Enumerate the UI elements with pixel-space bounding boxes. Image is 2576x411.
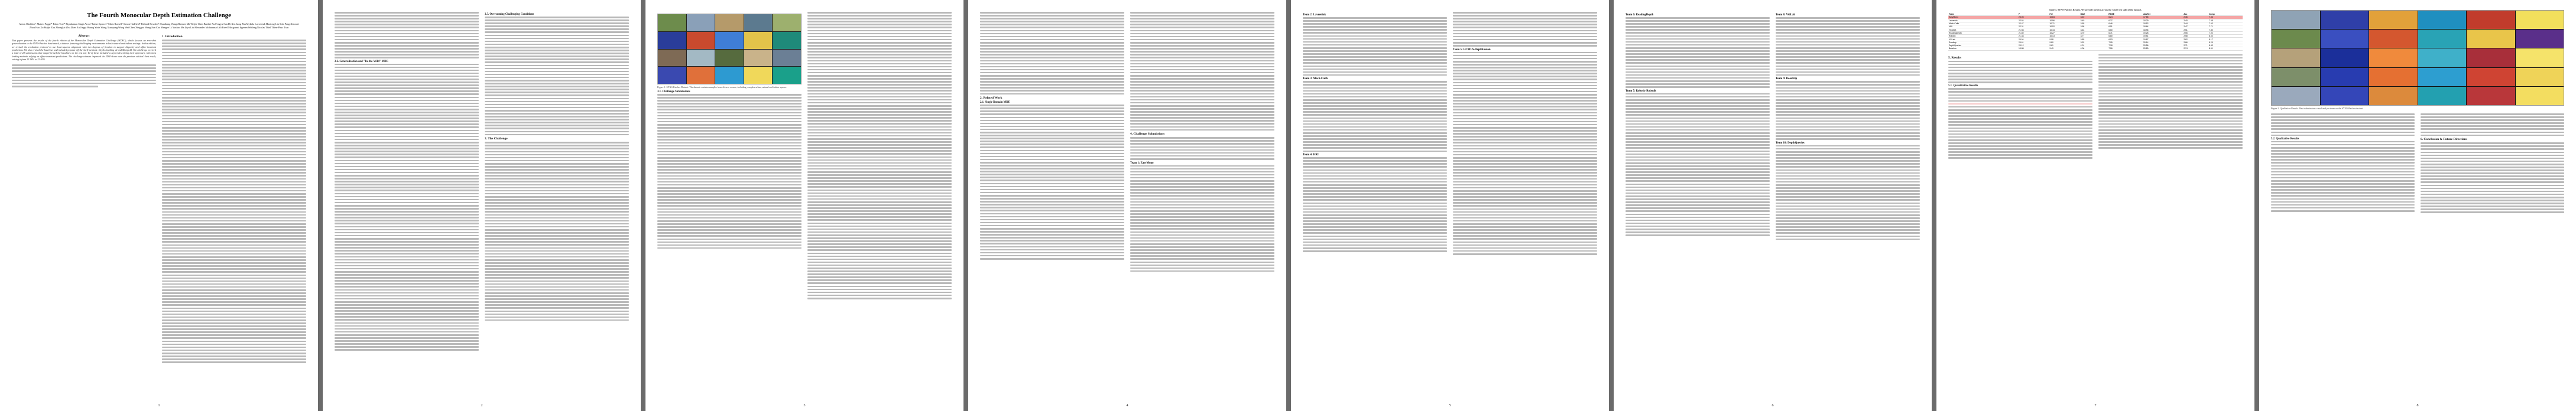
table-cell: 10.13 xyxy=(2049,35,2079,38)
subheading: 2.1. Single Domain MDE xyxy=(980,101,1010,105)
table-cell: ReadingDepth xyxy=(1948,31,2018,34)
abstract-heading: Abstract xyxy=(78,34,90,38)
table-cell: 9.49 xyxy=(2049,47,2079,50)
table-cell: 7.05 xyxy=(2108,41,2143,44)
table-header-cell: RMSE xyxy=(2108,13,2143,16)
table-cell: 3.40 xyxy=(2080,16,2108,19)
table-cell: 10.27 xyxy=(2049,31,2079,34)
table-cell: 4.06 xyxy=(2080,47,2108,50)
table-cell: 6.80 xyxy=(2108,35,2143,38)
table-header-cell: F xyxy=(2018,13,2049,16)
page-1 xyxy=(0,0,318,411)
table-cell: 19.28 xyxy=(2143,31,2183,34)
text-block xyxy=(162,40,306,363)
team-heading: Team 7: Robotic-Robotik xyxy=(1626,89,1656,93)
page-3 xyxy=(645,0,963,411)
table-cell: 3.85 xyxy=(2080,38,2108,41)
table-cell: 10.44 xyxy=(2049,28,2079,31)
table-cell: 22.84 xyxy=(2018,19,2049,22)
table-cell: 3.64 xyxy=(2080,28,2108,31)
team-heading: Team 3: Mach-Calib xyxy=(1303,77,1328,81)
table-cell: 2.71 xyxy=(2183,44,2208,47)
table-cell: 6.93 xyxy=(2108,38,2143,41)
subheading: 5.2. Qualitative Results xyxy=(2271,137,2299,141)
figure-caption: Figure 2. Qualitative Results. Best submissions visualized per team on the SYNS-Patches test set. xyxy=(2271,107,2364,110)
table-cell: 6.60 xyxy=(2108,28,2143,31)
table-cell: 20.14 xyxy=(2143,41,2183,44)
table-cell: 2.74 xyxy=(2183,47,2208,50)
section-heading: 5. Results xyxy=(1948,56,1962,60)
page-5 xyxy=(1291,0,1609,411)
table-cell: 8.51 xyxy=(2208,47,2243,50)
table-cell: 8.17 xyxy=(2208,38,2243,41)
page-number: 2 xyxy=(481,404,483,407)
page-number: 7 xyxy=(2094,404,2097,407)
page-6 xyxy=(1614,0,1932,411)
table-cell: 9.80 xyxy=(2049,41,2079,44)
subheading: 2.2. Generalization and "In-the-Wild" MDE xyxy=(335,60,388,63)
team-heading: Team 2: Lavreniuk xyxy=(1303,14,1326,17)
table-cell: 21.33 xyxy=(2018,35,2049,38)
table-cell: Roadtrip xyxy=(1948,41,2018,44)
table-cell: 20.94 xyxy=(2018,38,2049,41)
table-cell: 2.36 xyxy=(2183,16,2208,19)
table-cell: Mach-Calib xyxy=(1948,22,2018,25)
page-number: 5 xyxy=(1449,404,1451,407)
table-cell: 7.92 xyxy=(2208,31,2243,34)
page-number: 4 xyxy=(1126,404,1128,407)
table-cell: 6.37 xyxy=(2108,19,2143,22)
table-cell: 3.77 xyxy=(2080,35,2108,38)
page-number: 1 xyxy=(158,404,160,407)
table-cell: 3.58 xyxy=(2080,25,2108,28)
table-cell: 19.88 xyxy=(2018,47,2049,50)
table-cell: 2.55 xyxy=(2183,31,2208,34)
results-table xyxy=(1948,13,2243,51)
table-cell: 3.92 xyxy=(2080,41,2108,44)
table-cell: 2.51 xyxy=(2183,28,2208,31)
table-cell: 18.64 xyxy=(2143,25,2183,28)
qualitative-figure xyxy=(2271,10,2564,106)
table-cell: Robotic xyxy=(1948,35,2018,38)
table-body xyxy=(1948,16,2243,50)
table-cell: 20.61 xyxy=(2018,41,2049,44)
table-cell: 6.71 xyxy=(2108,31,2143,34)
table-cell: 19.87 xyxy=(2143,38,2183,41)
table-cell: 6.51 xyxy=(2108,25,2143,28)
table-cell: 4.01 xyxy=(2080,44,2108,47)
table-cell: 17.85 xyxy=(2143,16,2183,19)
section-heading: 2. Related Work xyxy=(980,96,1003,100)
table-cell: 2.66 xyxy=(2183,41,2208,44)
table-cell: 18.29 xyxy=(2143,19,2183,22)
table-cell: 10.84 xyxy=(2049,16,2079,19)
table-row xyxy=(1948,47,2243,50)
table-cell: 9.98 xyxy=(2049,38,2079,41)
page-number: 3 xyxy=(803,404,806,407)
page-7 xyxy=(1936,0,2254,411)
table-cell: 22.31 xyxy=(2018,25,2049,28)
figure-caption: Figure 1. SYNS-Patches Dataset. The dataset contains samples from diverse scenes, including complex urban, natural and indoor spaces. xyxy=(657,86,787,89)
table-cell: 7.80 xyxy=(2208,28,2243,31)
table-cell: 19.51 xyxy=(2143,35,2183,38)
table-cell: 22.47 xyxy=(2018,22,2049,25)
table-cell: 2.40 xyxy=(2183,19,2208,22)
table-cell: 8.29 xyxy=(2208,41,2243,44)
table-header-cell: MAE xyxy=(2080,13,2108,16)
team-heading: Team 5: HCMUS-DepthFusion xyxy=(1453,48,1491,51)
subheading: 3.1. Challenge Submissions xyxy=(657,90,690,93)
page-4 xyxy=(968,0,1286,411)
section-heading: 4. Challenge Submissions xyxy=(1130,132,1165,136)
table-cell: 2.44 xyxy=(2183,22,2208,25)
paper-title: The Fourth Monocular Depth Estimation Challenge xyxy=(87,12,231,19)
table-cell: 7.58 xyxy=(2208,19,2243,22)
table-cell: VGLab xyxy=(1948,38,2018,41)
table-cell: 8.43 xyxy=(2208,44,2243,47)
table-cell: 18.52 xyxy=(2143,22,2183,25)
table-cell: HRI xyxy=(1948,25,2018,28)
team-heading: Team 6: ReadingDepth xyxy=(1626,14,1654,17)
table-cell: 20.56 xyxy=(2143,44,2183,47)
table-cell: DepthQueries xyxy=(1948,44,2018,47)
table-cell: 10.52 xyxy=(2049,25,2079,28)
section-heading: 6. Conclusion & Future Directions xyxy=(2421,138,2468,142)
team-heading: Team 1: EasyMono xyxy=(1130,161,1154,165)
table-cell: 10.71 xyxy=(2049,22,2079,25)
table-cell: HCMUS xyxy=(1948,28,2018,31)
table-header-cell: F-E xyxy=(2049,13,2079,16)
page-8 xyxy=(2259,0,2576,411)
table-cell: EasyMono xyxy=(1948,16,2018,19)
table-cell: 23.05 xyxy=(2018,16,2049,19)
subheading: 5.1. Quantitative Results xyxy=(1948,84,1978,88)
table-cell: 3.55 xyxy=(2080,22,2108,25)
table-cell: 3.70 xyxy=(2080,31,2108,34)
table-cell: 7.26 xyxy=(2108,47,2143,50)
text-block xyxy=(12,64,156,87)
page-2 xyxy=(323,0,641,411)
table-cell: 3.49 xyxy=(2080,19,2108,22)
table-cell: 7.63 xyxy=(2208,22,2243,25)
team-heading: Team 10: DepthQueries xyxy=(1776,141,1805,145)
page-number: 6 xyxy=(1772,404,1774,407)
table-header-cell: Team xyxy=(1948,13,2018,16)
intro-heading: 1. Introduction xyxy=(162,35,183,39)
text-column xyxy=(485,12,629,353)
table-cell: Baseline xyxy=(1948,47,2018,50)
table-cell: 20.80 xyxy=(2143,47,2183,50)
table-cell: 7.71 xyxy=(2208,25,2243,28)
table-cell: 9.61 xyxy=(2049,44,2079,47)
team-heading: Team 4: HRI xyxy=(1303,154,1319,157)
team-heading: Team 9: Roadtrip xyxy=(1776,77,1798,81)
team-heading: Team 8: VGLab xyxy=(1776,14,1796,17)
table-cell: 7.18 xyxy=(2108,44,2143,47)
author-list: Anton Obukhov¹ Matteo Poggi²⁴ Fabio Tosi²⁴ Ripudaman Singh Arora³ Jaime Spencer⁵ Chris Russell⁶ Simon Hadfield⁵ Richard Bowden⁵ Shuaihang Wang Zhenxin Ma Weijie Chen Baobei Xu Fengyu Sun Di Xie Jiang Zhu Mykola Lavreniuk Haotong Lin Sida Peng Xiaowei Zhou Hao Xu Ruijie Zhu Zhongkai Zhu Zhen Xu Jingyi Huang Yixin Wang Xuanyang Wang Wei Chen Xingguo Wang Jian Cao Mengze Li Yunhao Ma Ziyu Lin Alexander Mohammad Ali Fazel Mosgarani Irgenen Weileng Nicolas Thiel Thien-Phuc Tran xyxy=(19,22,299,30)
table-cell: 7.36 xyxy=(2208,16,2243,19)
table-cell: 21.98 xyxy=(2018,28,2049,31)
subheading: 2.3. Overcoming Challenging Conditions xyxy=(485,13,534,16)
table-cell: 8.04 xyxy=(2208,35,2243,38)
table-cell: 20.12 xyxy=(2018,44,2049,47)
text-column xyxy=(335,12,479,353)
table-cell: 21.60 xyxy=(2018,31,2049,34)
table-caption: Table 1. SYNS-Patches Results. We provide metrics across the whole test split of the dataset. xyxy=(2049,8,2142,11)
table-header-cell: Comp xyxy=(2208,13,2243,16)
table-cell: 6.24 xyxy=(2108,16,2143,19)
table-cell: Lavreniuk xyxy=(1948,19,2018,22)
syns-figure xyxy=(657,14,802,84)
table-cell: 2.62 xyxy=(2183,38,2208,41)
table-header-cell: Acc xyxy=(2183,13,2208,16)
table-cell: 6.46 xyxy=(2108,22,2143,25)
section-heading: 3. The Challenge xyxy=(485,137,508,141)
table-cell: 2.47 xyxy=(2183,25,2208,28)
table-cell: 18.96 xyxy=(2143,28,2183,31)
table-cell: 10.96 xyxy=(2049,19,2079,22)
page-number: 8 xyxy=(2416,404,2419,407)
abstract-text: This paper presents the results of the fourth edition of the Monocular Depth Estimation Challenge (MDEC), which focuses on zero-shot generalization to the SYNS-Patches benchmark, a dataset featuring challenging environments in both natural and indoor settings. In this edition, we revised the evaluation protocol to use least-squares alignment with two degrees of freedom to support disparity and affine-invariant predictions. We also revised the baselines and included popular off-the-shelf methods: Depth Anything v2 and Marigold. The challenge received a total of 24 submissions that outperformed the baselines on the test set; 10 of these included a report describing their approach, with most leading methods relying on affine-invariant predictions. The challenge winners improved the 3D F-Score over the previous edition's best result, raising it from 22.58% to 23.05%. xyxy=(12,39,156,61)
table-cell: 2.58 xyxy=(2183,35,2208,38)
table-header-cell: AbsRel xyxy=(2143,13,2183,16)
